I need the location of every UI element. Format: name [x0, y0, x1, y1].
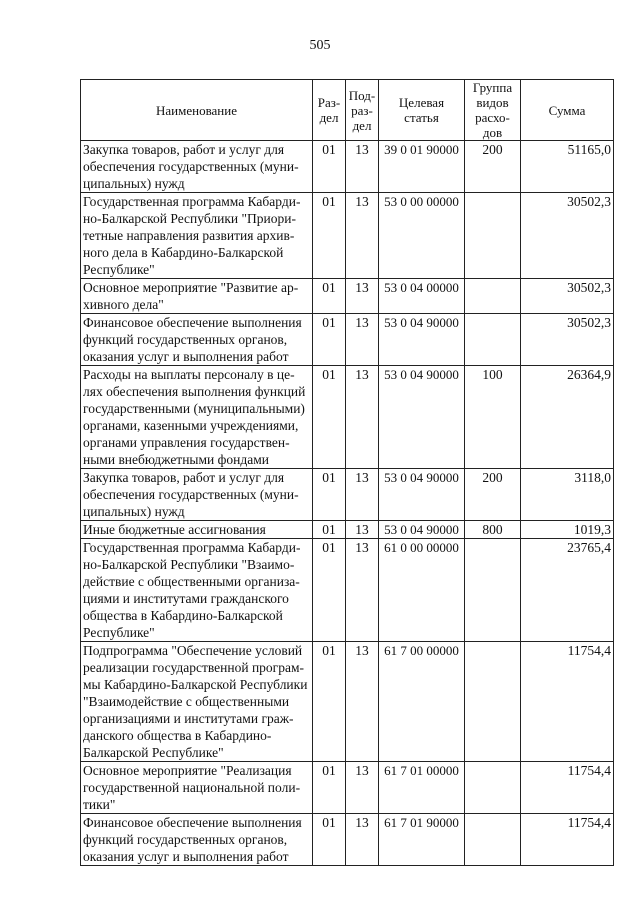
row-gruppa [465, 279, 521, 314]
row-podrazdel: 13 [346, 193, 379, 279]
row-razdel: 01 [313, 762, 346, 814]
row-gruppa [465, 314, 521, 366]
row-razdel: 01 [313, 814, 346, 866]
row-gruppa: 800 [465, 521, 521, 539]
row-summa: 23765,4 [521, 539, 614, 642]
row-gruppa [465, 539, 521, 642]
table-row [81, 814, 614, 866]
row-podrazdel: 13 [346, 366, 379, 469]
row-razdel: 01 [313, 539, 346, 642]
row-summa: 51165,0 [521, 141, 614, 193]
row-name: Основное мероприятие "Реализация государственной национальной поли-тики" [81, 762, 313, 814]
header-celevaya: Целевая статья [379, 80, 465, 141]
row-celevaya: 53 0 04 90000 [379, 366, 465, 469]
row-podrazdel: 13 [346, 469, 379, 521]
row-summa: 3118,0 [521, 469, 614, 521]
header-razdel: Раз- дел [313, 80, 346, 141]
row-summa: 26364,9 [521, 366, 614, 469]
row-razdel: 01 [313, 521, 346, 539]
row-podrazdel: 13 [346, 814, 379, 866]
row-razdel: 01 [313, 469, 346, 521]
row-razdel: 01 [313, 366, 346, 469]
row-celevaya: 53 0 04 90000 [379, 469, 465, 521]
row-gruppa: 100 [465, 366, 521, 469]
table-header-row [81, 80, 614, 141]
table-row [81, 762, 614, 814]
row-name: Основное мероприятие "Развитие ар-хивного дела" [81, 279, 313, 314]
row-razdel: 01 [313, 193, 346, 279]
row-podrazdel: 13 [346, 762, 379, 814]
row-podrazdel: 13 [346, 539, 379, 642]
row-gruppa: 200 [465, 469, 521, 521]
header-gruppa: Группа видов расхо- дов [465, 80, 521, 141]
row-celevaya: 61 0 00 00000 [379, 539, 465, 642]
row-summa: 11754,4 [521, 642, 614, 762]
row-gruppa: 200 [465, 141, 521, 193]
row-name: Закупка товаров, работ и услуг для обеспечения государственных (муни-ципальных) нужд [81, 141, 313, 193]
row-name: Финансовое обеспечение выполнения функций государственных органов, оказания услуг и выполнения работ [81, 314, 313, 366]
row-name: Иные бюджетные ассигнования [81, 521, 313, 539]
row-razdel: 01 [313, 314, 346, 366]
row-podrazdel: 13 [346, 314, 379, 366]
row-podrazdel: 13 [346, 141, 379, 193]
row-summa: 11754,4 [521, 762, 614, 814]
table-row [81, 642, 614, 762]
row-summa: 30502,3 [521, 193, 614, 279]
row-celevaya: 61 7 00 00000 [379, 642, 465, 762]
table-row [81, 193, 614, 279]
table-row [81, 521, 614, 539]
row-gruppa [465, 762, 521, 814]
table-row [81, 366, 614, 469]
budget-table [80, 79, 614, 866]
page-number: 505 [309, 38, 331, 53]
row-name: Государственная программа Кабарди-но-Балкарской Республики "Приори-тетные направления развития архив-ного дела в Кабардино-Балкарской Республике" [81, 193, 313, 279]
row-podrazdel: 13 [346, 279, 379, 314]
header-summa: Сумма [521, 80, 614, 141]
row-gruppa [465, 642, 521, 762]
row-celevaya: 53 0 04 00000 [379, 279, 465, 314]
row-celevaya: 61 7 01 90000 [379, 814, 465, 866]
row-summa: 30502,3 [521, 279, 614, 314]
row-celevaya: 53 0 04 90000 [379, 521, 465, 539]
row-celevaya: 61 7 01 00000 [379, 762, 465, 814]
row-podrazdel: 13 [346, 642, 379, 762]
row-summa: 1019,3 [521, 521, 614, 539]
header-podrazdel: Под- раз- дел [346, 80, 379, 141]
row-name: Закупка товаров, работ и услуг для обеспечения государственных (муни-ципальных) нужд [81, 469, 313, 521]
table-row [81, 314, 614, 366]
row-summa: 30502,3 [521, 314, 614, 366]
row-razdel: 01 [313, 141, 346, 193]
row-celevaya: 53 0 00 00000 [379, 193, 465, 279]
row-name: Государственная программа Кабарди-но-Балкарской Республики "Взаимо-действие с общественными организа-циями и институтами гражданского общества в Кабардино-Балкарской Республике" [81, 539, 313, 642]
row-celevaya: 39 0 01 90000 [379, 141, 465, 193]
row-name: Подпрограмма "Обеспечение условий реализации государственной програм-мы Кабардино-Балкарской Республики "Взаимодействие с общественными организациями и институтами граж-данского общества в Кабардино-Балкарской Республике" [81, 642, 313, 762]
table-row [81, 539, 614, 642]
row-gruppa [465, 193, 521, 279]
row-name: Расходы на выплаты персоналу в це-лях обеспечения выполнения функций государственными (муниципальными) органами, казенными учреждениями, органами управления государствен-ными внебюджетными фондами [81, 366, 313, 469]
row-name: Финансовое обеспечение выполнения функций государственных органов, оказания услуг и выполнения работ [81, 814, 313, 866]
table-row [81, 469, 614, 521]
row-razdel: 01 [313, 642, 346, 762]
row-celevaya: 53 0 04 90000 [379, 314, 465, 366]
header-name: Наименование [81, 80, 313, 141]
row-gruppa [465, 814, 521, 866]
table-row [81, 141, 614, 193]
table-row [81, 279, 614, 314]
row-podrazdel: 13 [346, 521, 379, 539]
row-razdel: 01 [313, 279, 346, 314]
row-summa: 11754,4 [521, 814, 614, 866]
